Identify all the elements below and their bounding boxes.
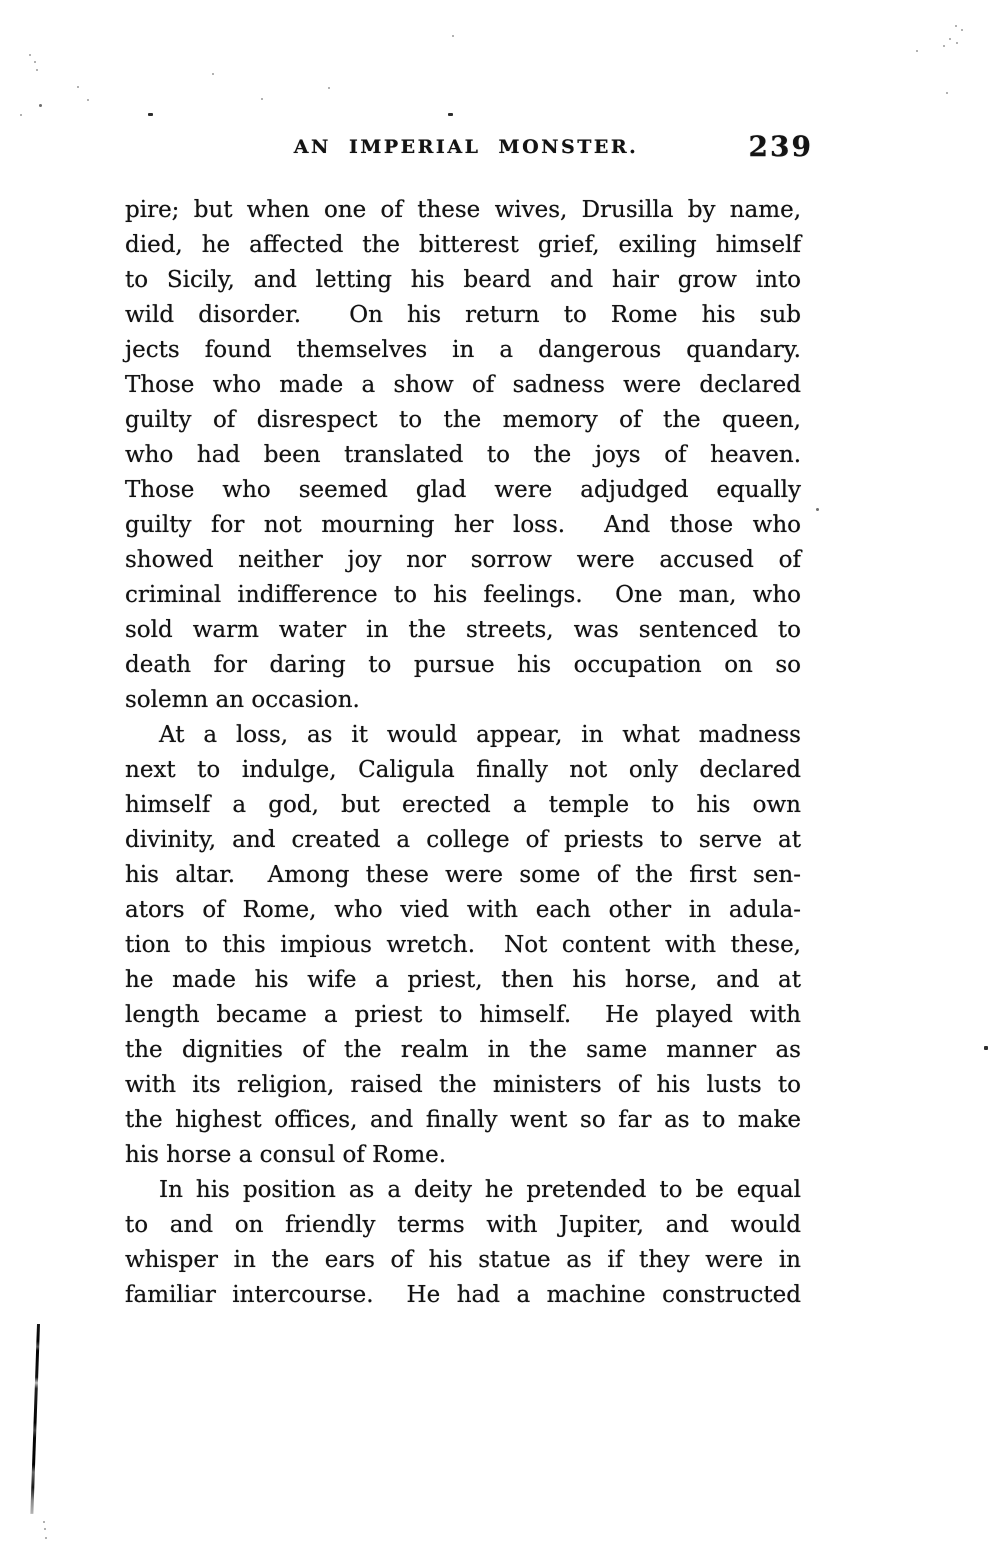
text-line: his horse a consul of Rome. [125,1142,447,1168]
text-line: to Sicily, and letting his beard and hair grow into [125,267,801,293]
dust-speck [34,61,36,63]
text-line: familiar intercourse. He had a machine constructed [125,1282,801,1308]
dust-speck [77,86,79,88]
text-line: pire; but when one of these wives, Drusilla by name, [125,197,801,223]
text-line: length became a priest to himself. He played with [125,1002,801,1028]
dust-speck [29,54,31,56]
text-line: guilty of disrespect to the memory of the queen, [125,407,801,433]
dust-speck [328,87,330,89]
paragraph [125,1173,801,1313]
text-line: criminal indifference to his feelings. One man, who [125,582,801,608]
text-line: At a loss, as it would appear, in what madness [159,722,801,748]
text-line: showed neither joy nor sorrow were accused of [125,547,801,573]
paragraph [125,193,801,718]
text-line: whisper in the ears of his statue as if they were in [125,1247,801,1273]
running-head [125,130,813,170]
dust-speck [20,114,22,116]
dust-speck [956,42,958,44]
text-line: jects found themselves in a dangerous quandary. [125,337,801,363]
text-line: his altar. Among these were some of the first sen- [125,862,801,888]
text-line: Those who seemed glad were adjudged equally [125,477,801,503]
dust-speck [984,1046,988,1050]
dust-speck [946,92,948,94]
text-line: sold warm water in the streets, was sentenced to [125,617,801,643]
dust-speck [949,38,951,40]
text-line: who had been translated to the joys of heaven. [125,442,801,468]
text-line: In his position as a deity he pretended to be equal [159,1177,801,1203]
text-line: tion to this impious wretch. Not content with these, [125,932,801,958]
text-line: death for daring to pursue his occupation on so [125,652,801,678]
text-line: died, he affected the bitterest grief, exiling himself [125,232,801,258]
dust-speck [448,113,453,116]
dust-speck [148,113,153,116]
dust-speck [961,29,963,31]
dust-speck [36,69,38,71]
paragraph [125,718,801,1173]
text-line: next to indulge, Caligula finally not only declared [125,757,801,783]
text-line: solemn an occasion. [125,687,360,713]
text-line: he made his wife a priest, then his horse, and at [125,967,801,993]
text-line: Those who made a show of sadness were declared [125,372,801,398]
dust-speck [87,99,89,101]
text-line: himself a god, but erected a temple to his own [125,792,801,818]
dust-speck [452,35,454,37]
dust-speck [39,104,42,107]
page-body [125,193,801,1313]
text-line: ators of Rome, who vied with each other in adula- [125,897,801,923]
text-line: the highest offices, and finally went so far as to make [125,1107,801,1133]
dust-speck [44,1528,46,1530]
dust-speck [916,50,918,52]
dust-speck [43,1521,45,1523]
scan-artifact-line [30,1324,40,1514]
page-number: 239 [748,130,813,163]
text-line: the dignities of the realm in the same manner as [125,1037,801,1063]
dust-speck [212,73,214,75]
dust-speck [261,98,263,100]
text-line: to and on friendly terms with Jupiter, and would [125,1212,801,1238]
dust-speck [955,25,957,27]
text-line: divinity, and created a college of priests to serve at [125,827,801,853]
running-title: AN IMPERIAL MONSTER. [293,136,639,158]
text-line: guilty for not mourning her loss. And those who [125,512,801,538]
dust-speck [45,1537,47,1539]
text-line: wild disorder. On his return to Rome his sub [125,302,801,328]
dust-speck [943,45,945,47]
text-line: with its religion, raised the ministers of his lusts to [125,1072,801,1098]
dust-speck [816,508,819,511]
